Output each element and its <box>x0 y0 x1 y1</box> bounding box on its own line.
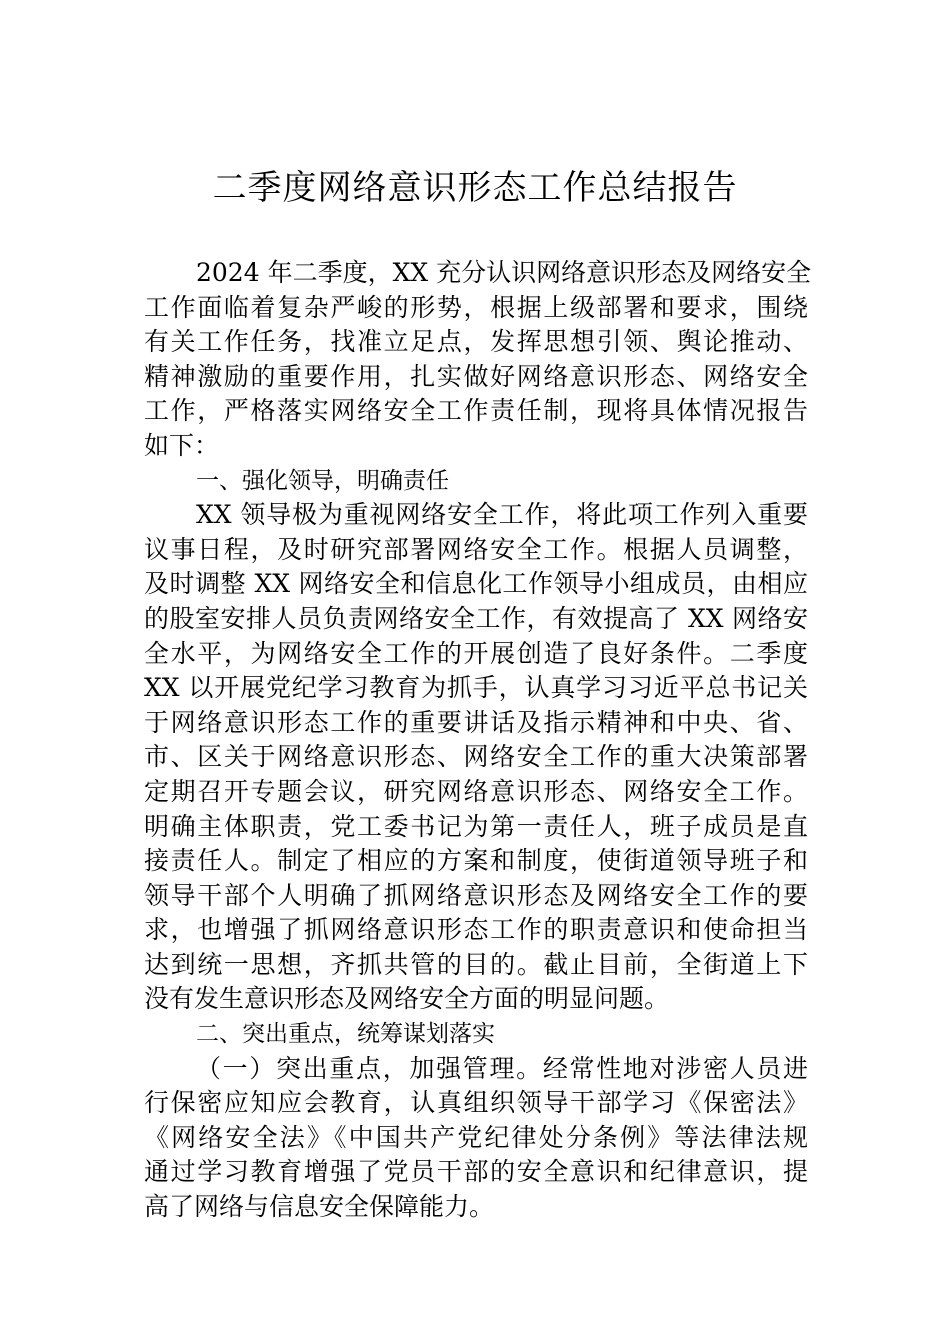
body-line: 定期召开专题会议，研究网络意识形态、网络安全工作。 <box>144 776 808 806</box>
body-line: 全水平，为网络安全工作的开展创造了良好条件。二季度 <box>144 638 808 668</box>
body-line: （一）突出重点，加强管理。经常性地对涉密人员进 <box>196 1053 808 1083</box>
section-heading: 二、突出重点，统筹谋划落实 <box>196 1021 495 1048</box>
body-line: 如下： <box>144 430 220 460</box>
body-line: 工作面临着复杂严峻的形势，根据上级部署和要求，围绕 <box>144 292 808 322</box>
body-line: 《网络安全法》《中国共产党纪律处分条例》等法律法规 <box>144 1122 808 1152</box>
body-line: 及时调整 XX 网络安全和信息化工作领导小组成员，由相应 <box>144 569 808 599</box>
body-line: 工作，严格落实网络安全工作责任制，现将具体情况报告 <box>144 396 808 426</box>
body-line: 议事日程，及时研究部署网络安全工作。根据人员调整， <box>144 534 808 564</box>
body-line: 的股室安排人员负责网络安全工作，有效提高了 XX 网络安 <box>144 603 808 633</box>
body-line: 通过学习教育增强了党员干部的安全意识和纪律意识，提 <box>144 1157 808 1187</box>
body-line: 高了网络与信息安全保障能力。 <box>144 1192 495 1222</box>
document-title: 二季度网络意识形态工作总结报告 <box>212 168 738 208</box>
document-body <box>144 256 812 1225</box>
body-line: 于网络意识形态工作的重要讲话及指示精神和中央、省、 <box>144 707 808 737</box>
body-line: 求，也增强了抓网络意识形态工作的职责意识和使命担当 <box>144 915 808 945</box>
body-line: 没有发生意识形态及网络安全方面的明显问题。 <box>144 984 670 1014</box>
body-line: 明确主体职责，党工委书记为第一责任人，班子成员是直 <box>144 811 808 841</box>
body-line: 2024 年二季度，XX 充分认识网络意识形态及网络安全 <box>196 258 812 287</box>
section-heading: 一、强化领导，明确责任 <box>196 467 449 494</box>
body-line: 达到统一思想，齐抓共管的目的。截止目前，全街道上下 <box>144 949 808 979</box>
body-line: XX 领导极为重视网络安全工作，将此项工作列入重要 <box>196 500 808 530</box>
body-line: 领导干部个人明确了抓网络意识形态及网络安全工作的要 <box>144 880 808 910</box>
body-line: 市、区关于网络意识形态、网络安全工作的重大决策部署 <box>144 742 808 772</box>
body-line: XX 以开展党纪学习教育为抓手，认真学习习近平总书记关 <box>144 673 808 703</box>
body-line: 精神激励的重要作用，扎实做好网络意识形态、网络安全 <box>144 361 808 391</box>
body-line: 有关工作任务，找准立足点，发挥思想引领、舆论推动、 <box>144 327 808 357</box>
body-line: 接责任人。制定了相应的方案和制度，使街道领导班子和 <box>144 846 808 876</box>
body-line: 行保密应知应会教育，认真组织领导干部学习《保密法》 <box>144 1088 808 1118</box>
